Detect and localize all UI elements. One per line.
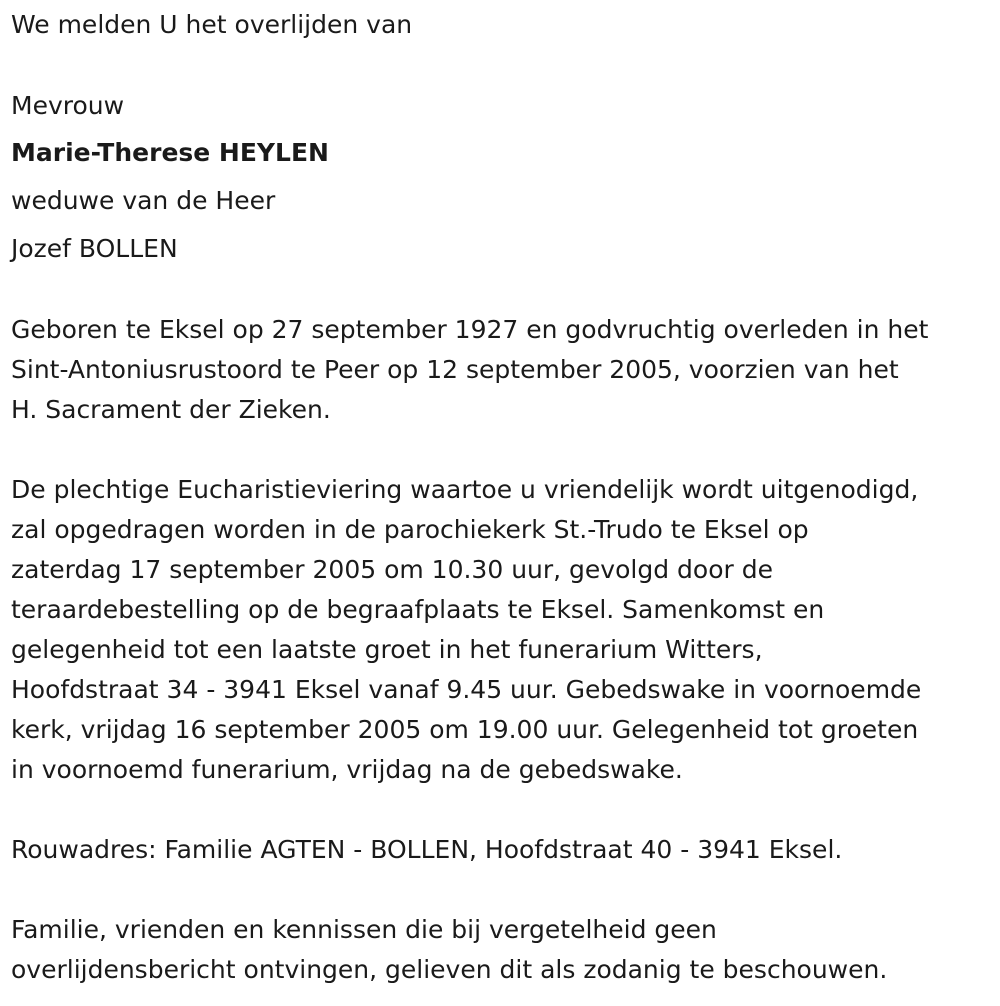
paragraph-line: Sint-Antoniusrustoord te Peer op 12 september 2005, voorzien van het	[11, 355, 899, 384]
honorific: Mevrouw	[11, 91, 125, 120]
paragraph-line: gelegenheid tot een laatste groet in het funerarium Witters,	[11, 635, 763, 664]
deceased-name: Marie-Therese HEYLEN	[11, 138, 329, 167]
mourning-address: Rouwadres: Familie AGTEN - BOLLEN, Hoofdstraat 40 - 3941 Eksel.	[11, 835, 843, 864]
paragraph-line: teraardebestelling op de begraafplaats te Eksel. Samenkomst en	[11, 595, 825, 624]
paragraph-line: overlijdensbericht ontvingen, gelieven dit als zodanig te beschouwen.	[11, 955, 888, 984]
paragraph-line: zal opgedragen worden in de parochiekerk St.-Trudo te Eksel op	[11, 515, 809, 544]
birth-paragraph	[11, 310, 996, 430]
paragraph-line: Hoofdstraat 34 - 3941 Eksel vanaf 9.45 uur. Gebedswake in voornoemde	[11, 675, 922, 704]
spouse-name: Jozef BOLLEN	[11, 234, 178, 263]
closing-paragraph	[11, 910, 996, 990]
ceremony-paragraph	[11, 470, 996, 790]
relation-text: weduwe van de Heer	[11, 186, 276, 215]
intro-text: We melden U het overlijden van	[11, 10, 413, 39]
paragraph-line: H. Sacrament der Zieken.	[11, 395, 331, 424]
paragraph-line: zaterdag 17 september 2005 om 10.30 uur, gevolgd door de	[11, 555, 773, 584]
paragraph-line: De plechtige Eucharistieviering waartoe u vriendelijk wordt uitgenodigd,	[11, 475, 919, 504]
paragraph-line: Familie, vrienden en kennissen die bij vergetelheid geen	[11, 915, 717, 944]
paragraph-line: kerk, vrijdag 16 september 2005 om 19.00 uur. Gelegenheid tot groeten	[11, 715, 919, 744]
paragraph-line: Geboren te Eksel op 27 september 1927 en godvruchtig overleden in het	[11, 315, 929, 344]
paragraph-line: in voornoemd funerarium, vrijdag na de gebedswake.	[11, 755, 683, 784]
